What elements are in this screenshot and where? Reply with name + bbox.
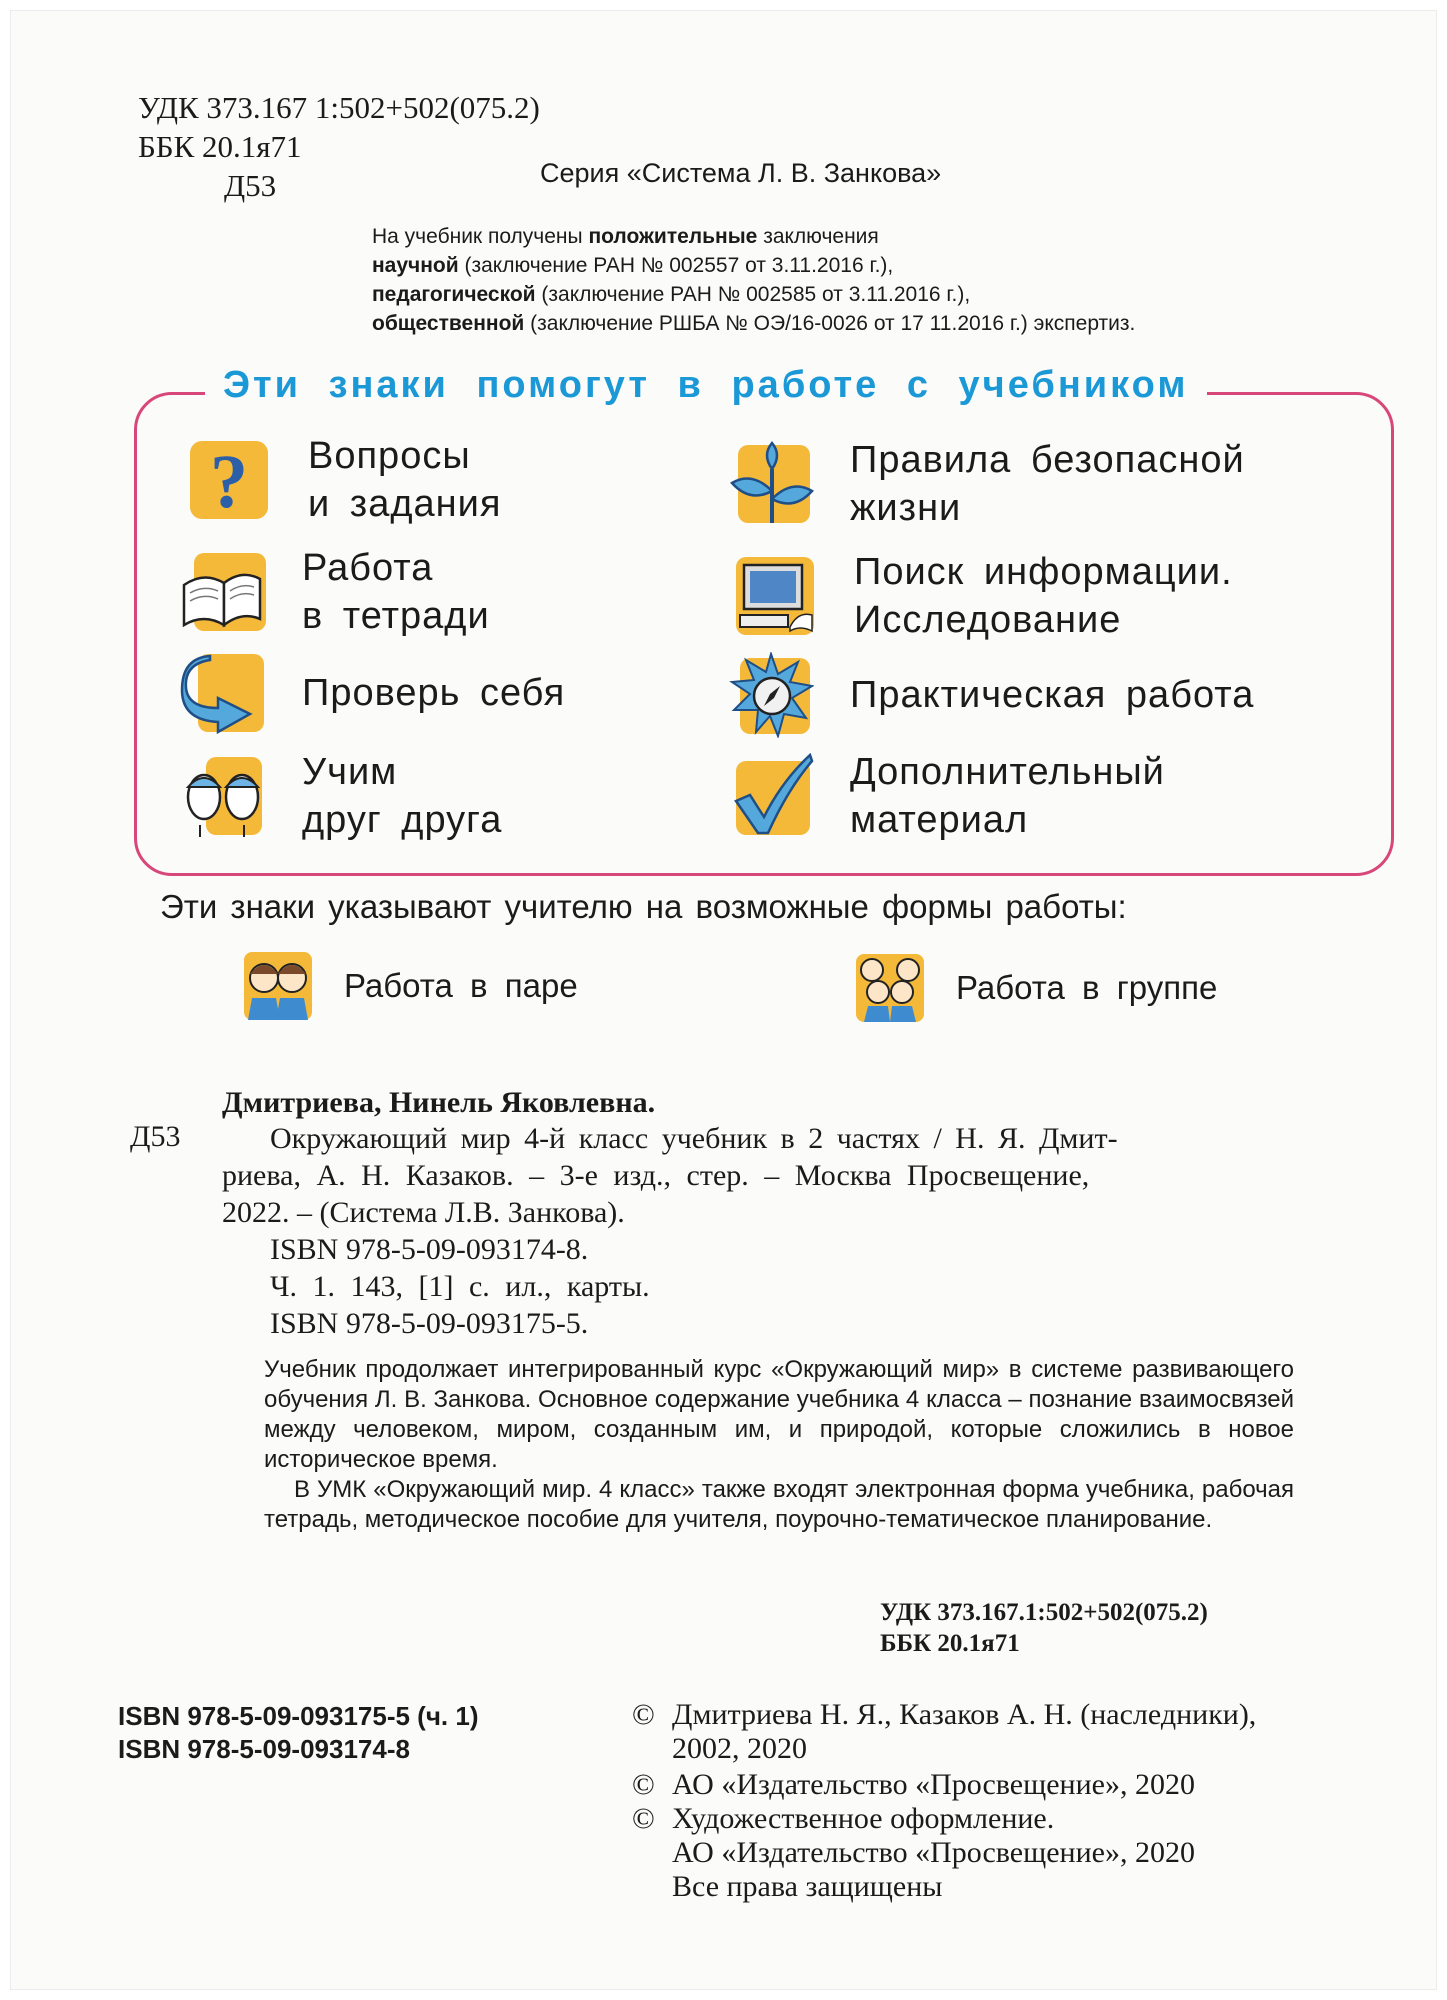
question-icon — [186, 437, 272, 523]
reviews-text: (заключение РШБА № ОЭ/16-0026 от 17 11.2016 г.) экспертиз. — [524, 312, 1136, 335]
reviews-bold: положительные — [588, 225, 758, 248]
author-mark: Д53 — [224, 168, 277, 203]
sign-info-search — [732, 548, 1233, 644]
reviews-bold: общественной — [372, 312, 525, 335]
sign-label: Поиск информации. — [854, 551, 1233, 593]
biblio-line: 2022. – (Система Л.В. Занкова). — [222, 1196, 625, 1229]
copyright-sign: © — [632, 1698, 655, 1731]
sign-label: Дополнительный — [850, 751, 1165, 793]
reviews-note — [372, 222, 1332, 338]
isbn-line: ISBN 978-5-09-093175-5 (ч. 1) — [118, 1701, 479, 1731]
sign-label: жизни — [850, 487, 962, 529]
reviews-text: заключения — [757, 225, 879, 248]
reviews-text: (заключение РАН № 002557 от 3.11.2016 г.), — [458, 254, 894, 277]
copyright-line: 2002, 2020 — [672, 1732, 807, 1765]
compass-icon — [728, 652, 814, 738]
sign-label: в тетради — [302, 595, 490, 637]
sign-label: Исследование — [854, 599, 1122, 641]
reviews-bold: педагогической — [372, 283, 536, 306]
biblio-line: ISBN 978-5-09-093175-5. — [270, 1307, 589, 1340]
form-pair-work — [240, 948, 578, 1024]
reviews-text: На учебник получены — [372, 225, 589, 248]
form-label: Работа в паре — [344, 967, 578, 1004]
sign-extra-material — [728, 748, 1165, 844]
udk-code: УДК 373.167 1:502+502(075.2) — [138, 90, 540, 125]
sign-label: Практическая работа — [850, 674, 1255, 716]
copyright-line: Дмитриева Н. Я., Казаков А. Н. (наследники), — [672, 1698, 1257, 1731]
arrow-icon — [180, 650, 266, 736]
reviews-text: (заключение РАН № 002585 от 3.11.2016 г.), — [535, 283, 971, 306]
copyright-line: АО «Издательство «Просвещение», 2020 — [672, 1836, 1195, 1869]
reviews-bold: научной — [372, 254, 459, 277]
copyright-line: Все права защищены — [672, 1870, 943, 1903]
isbn-line: ISBN 978-5-09-093174-8 — [118, 1734, 410, 1764]
bbk-code: ББК 20.1я71 — [138, 129, 302, 164]
sign-label: и задания — [308, 483, 502, 525]
catalog-codes-bottom — [880, 1597, 1208, 1659]
sign-label: материал — [850, 799, 1029, 841]
biblio-line: риева, А. Н. Казаков. – 3-е изд., стер. – Москва Просвещение, — [222, 1159, 1090, 1192]
sign-label: друг друга — [302, 799, 503, 841]
biblio-record — [222, 1120, 1302, 1342]
two-faces-icon — [180, 753, 266, 839]
sign-label: Правила безопасной — [850, 439, 1245, 481]
computer-icon — [732, 553, 818, 639]
udk-code: УДК 373.167.1:502+502(075.2) — [880, 1599, 1208, 1626]
biblio-line: Ч. 1. 143, [1] с. ил., карты. — [270, 1270, 650, 1303]
svg-text:?: ? — [210, 440, 248, 523]
sign-teach-each-other — [180, 748, 502, 844]
annotation-paragraph: Учебник продолжает интегрированный курс «Окружающий мир» в системе развивающего обучения Л. В. Занкова. Основное содержание учебника 4 класса – познание взаимосвязей между человеком, миром, созданным им, и природой, которые сложились в новое историческое время. — [264, 1356, 1294, 1473]
sign-self-check — [180, 650, 565, 736]
copyright-sign: © — [632, 1768, 655, 1801]
teacher-note: Эти знаки указывают учителю на возможные формы работы: — [160, 888, 1127, 925]
pair-icon — [240, 948, 316, 1024]
legend-title: Эти знаки помогут в работе с учебником — [205, 364, 1207, 407]
form-group-work — [852, 950, 1217, 1026]
biblio-line: ISBN 978-5-09-093174-8. — [270, 1233, 589, 1266]
annotation-paragraph: В УМК «Окружающий мир. 4 класс» также входят электронная форма учебника, рабочая тетрадь, методическое пособие для учителя, поурочно-тематическое планирование. — [264, 1476, 1294, 1533]
bbk-code: ББК 20.1я71 — [880, 1630, 1020, 1657]
annotation — [264, 1355, 1294, 1535]
biblio-code: Д53 — [130, 1120, 181, 1153]
isbn-block — [118, 1700, 479, 1766]
group-icon — [852, 950, 928, 1026]
sign-workbook — [180, 544, 490, 640]
series-title: Серия «Система Л. В. Занкова» — [540, 158, 942, 188]
sign-label: Проверь себя — [302, 672, 566, 714]
checkmark-icon — [728, 753, 814, 839]
plant-icon — [728, 441, 814, 527]
catalog-codes — [138, 88, 540, 205]
sign-safety-rules — [728, 436, 1245, 532]
sign-label: Вопросы — [308, 435, 471, 477]
open-book-icon — [180, 549, 266, 635]
biblio-author: Дмитриева, Нинель Яковлевна. — [222, 1086, 656, 1119]
sign-practical-work — [728, 652, 1254, 738]
sign-questions — [186, 432, 501, 528]
copyright-line: АО «Издательство «Просвещение», 2020 — [672, 1768, 1195, 1801]
copyright-block — [632, 1698, 1392, 1904]
copyright-sign: © — [632, 1802, 655, 1835]
sign-label: Учим — [302, 751, 398, 793]
sign-label: Работа — [302, 547, 434, 589]
form-label: Работа в группе — [956, 969, 1218, 1006]
biblio-line: Окружающий мир 4-й класс учебник в 2 частях / Н. Я. Дмит- — [270, 1122, 1118, 1155]
copyright-line: Художественное оформление. — [672, 1802, 1055, 1835]
